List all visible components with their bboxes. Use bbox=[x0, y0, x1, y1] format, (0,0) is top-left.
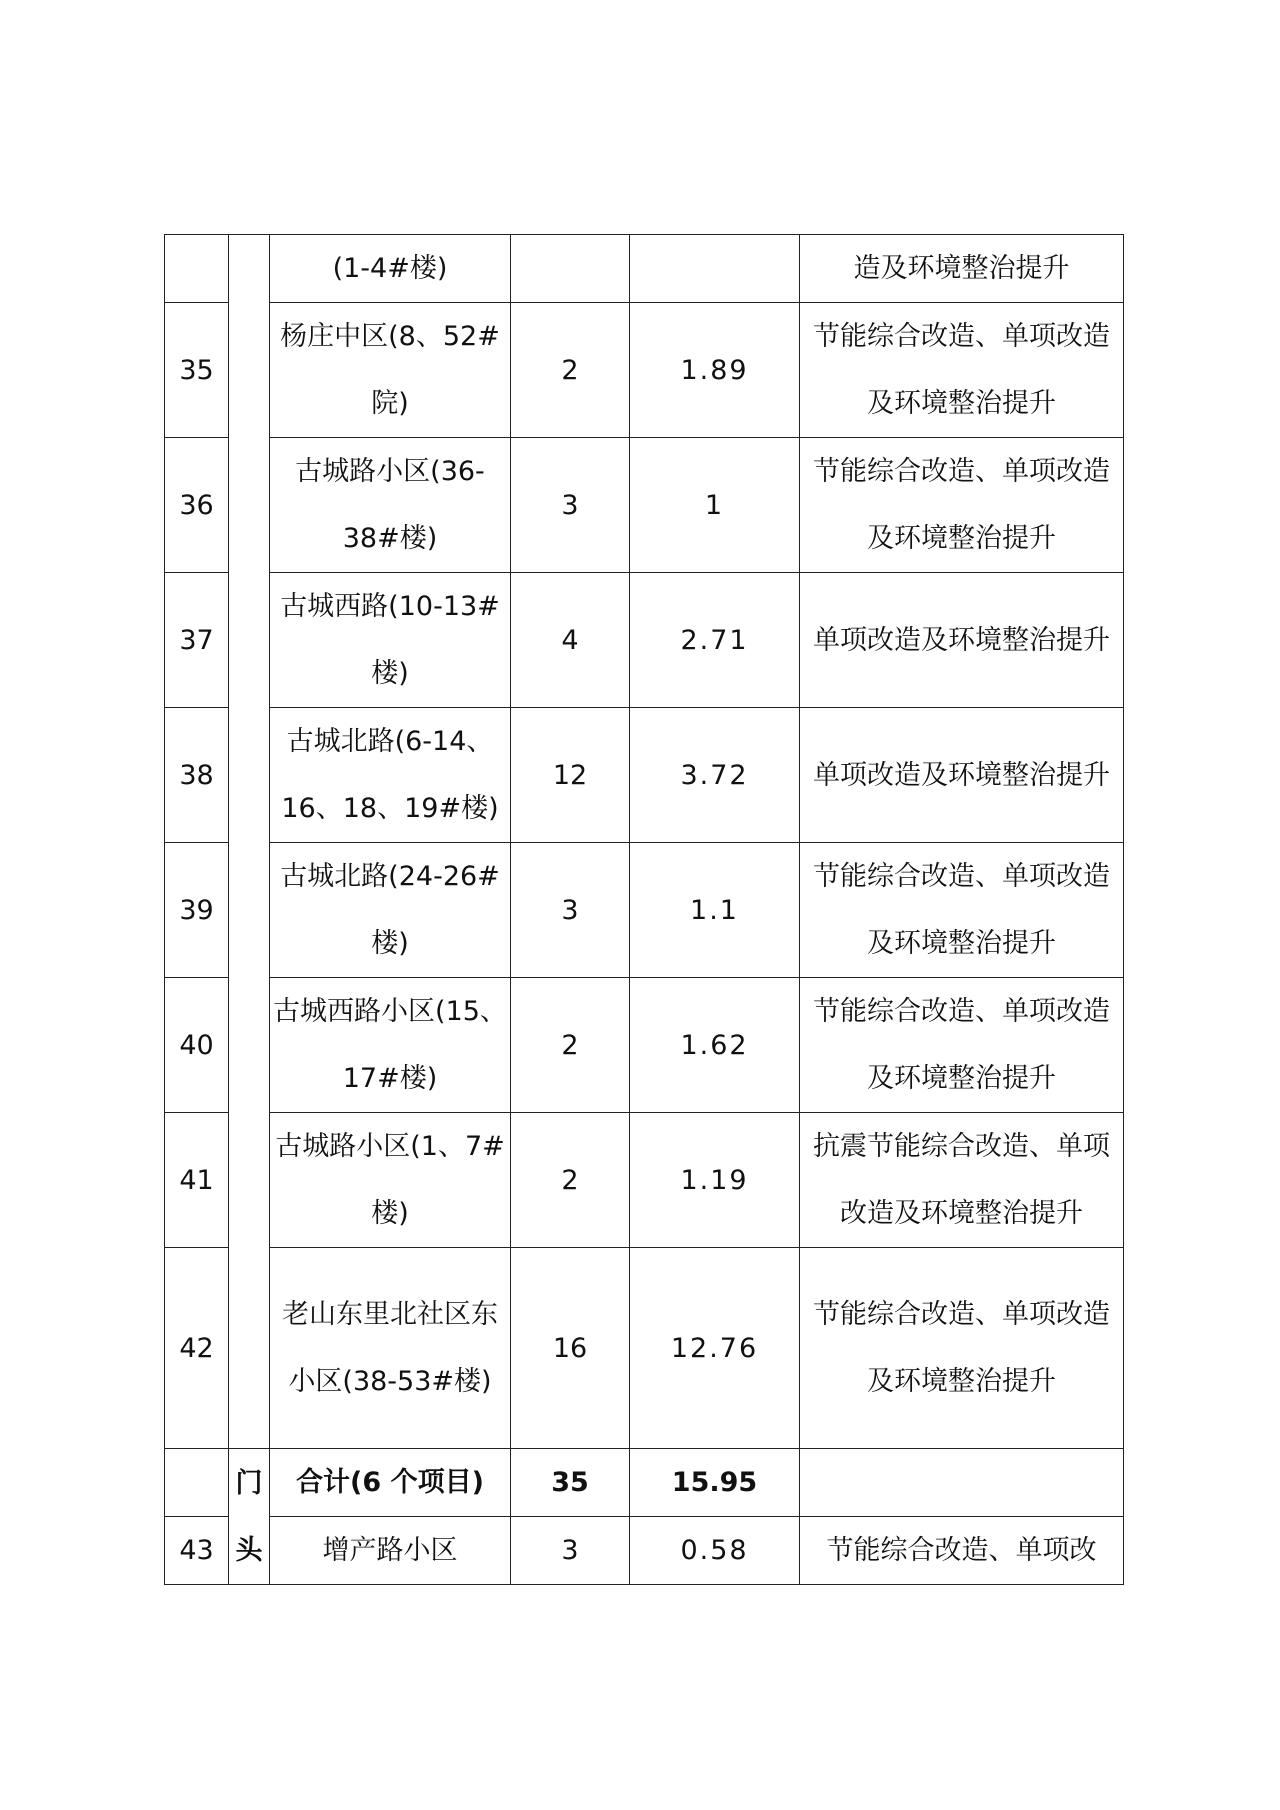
renovation-content: 节能综合改造、单项改造及环境整治提升 bbox=[800, 843, 1124, 978]
renovation-content: 节能综合改造、单项改造及环境整治提升 bbox=[800, 978, 1124, 1113]
area-value: 1.89 bbox=[630, 303, 800, 438]
area-value: 1.1 bbox=[630, 843, 800, 978]
renovation-content: 造及环境整治提升 bbox=[800, 235, 1124, 303]
row-number bbox=[165, 235, 229, 303]
table-row bbox=[165, 843, 1124, 978]
total-count: 35 bbox=[511, 1449, 630, 1517]
community-name: (1-4#楼) bbox=[270, 235, 511, 303]
renovation-content: 节能综合改造、单项改造及环境整治提升 bbox=[800, 303, 1124, 438]
building-count bbox=[511, 235, 630, 303]
district-cell-mentou bbox=[229, 1449, 270, 1585]
renovation-content: 单项改造及环境整治提升 bbox=[800, 708, 1124, 843]
row-number: 35 bbox=[165, 303, 229, 438]
area-value: 12.76 bbox=[630, 1248, 800, 1449]
district-char-1: 门 bbox=[235, 1467, 263, 1499]
row-number: 36 bbox=[165, 438, 229, 573]
row-number: 39 bbox=[165, 843, 229, 978]
table-row bbox=[165, 438, 1124, 573]
community-name: 古城北路(24-26#楼) bbox=[270, 843, 511, 978]
table-row bbox=[165, 303, 1124, 438]
total-number bbox=[165, 1449, 229, 1517]
building-count: 12 bbox=[511, 708, 630, 843]
community-name: 杨庄中区(8、52#院) bbox=[270, 303, 511, 438]
community-name: 老山东里北社区东小区(38-53#楼) bbox=[270, 1248, 511, 1449]
table-row bbox=[165, 235, 1124, 303]
table-row bbox=[165, 708, 1124, 843]
community-name: 古城西路小区(15、17#楼) bbox=[270, 978, 511, 1113]
row-number: 37 bbox=[165, 573, 229, 708]
area-value: 1.19 bbox=[630, 1113, 800, 1248]
building-count: 3 bbox=[511, 438, 630, 573]
building-count: 16 bbox=[511, 1248, 630, 1449]
community-name: 古城路小区(36-38#楼) bbox=[270, 438, 511, 573]
row-number: 40 bbox=[165, 978, 229, 1113]
district-char-2: 头 bbox=[235, 1534, 263, 1566]
total-label: 合计(6 个项目) bbox=[270, 1449, 511, 1517]
row-number: 42 bbox=[165, 1248, 229, 1449]
area-value: 3.72 bbox=[630, 708, 800, 843]
building-count: 2 bbox=[511, 978, 630, 1113]
community-name: 古城北路(6-14、16、18、19#楼) bbox=[270, 708, 511, 843]
renovation-content: 抗震节能综合改造、单项改造及环境整治提升 bbox=[800, 1113, 1124, 1248]
renovation-content: 节能综合改造、单项改造及环境整治提升 bbox=[800, 1248, 1124, 1449]
area-value: 2.71 bbox=[630, 573, 800, 708]
renovation-content: 节能综合改造、单项改造及环境整治提升 bbox=[800, 438, 1124, 573]
building-count: 3 bbox=[511, 1517, 630, 1585]
row-number: 43 bbox=[165, 1517, 229, 1585]
total-row bbox=[165, 1449, 1124, 1517]
building-count: 2 bbox=[511, 303, 630, 438]
table-row bbox=[165, 1248, 1124, 1449]
area-value: 1.62 bbox=[630, 978, 800, 1113]
table-row bbox=[165, 1113, 1124, 1248]
total-area: 15.95 bbox=[630, 1449, 800, 1517]
total-content bbox=[800, 1449, 1124, 1517]
district-cell bbox=[229, 235, 270, 1449]
community-name: 古城路小区(1、7#楼) bbox=[270, 1113, 511, 1248]
renovation-content: 节能综合改造、单项改 bbox=[800, 1517, 1124, 1585]
row-number: 41 bbox=[165, 1113, 229, 1248]
row-number: 38 bbox=[165, 708, 229, 843]
table-row bbox=[165, 978, 1124, 1113]
renovation-content: 单项改造及环境整治提升 bbox=[800, 573, 1124, 708]
table-row bbox=[165, 573, 1124, 708]
area-value: 0.58 bbox=[630, 1517, 800, 1585]
building-count: 3 bbox=[511, 843, 630, 978]
community-name: 增产路小区 bbox=[270, 1517, 511, 1585]
area-value: 1 bbox=[630, 438, 800, 573]
project-table bbox=[164, 234, 1124, 1585]
table-row bbox=[165, 1517, 1124, 1585]
building-count: 2 bbox=[511, 1113, 630, 1248]
building-count: 4 bbox=[511, 573, 630, 708]
area-value bbox=[630, 235, 800, 303]
community-name: 古城西路(10-13#楼) bbox=[270, 573, 511, 708]
